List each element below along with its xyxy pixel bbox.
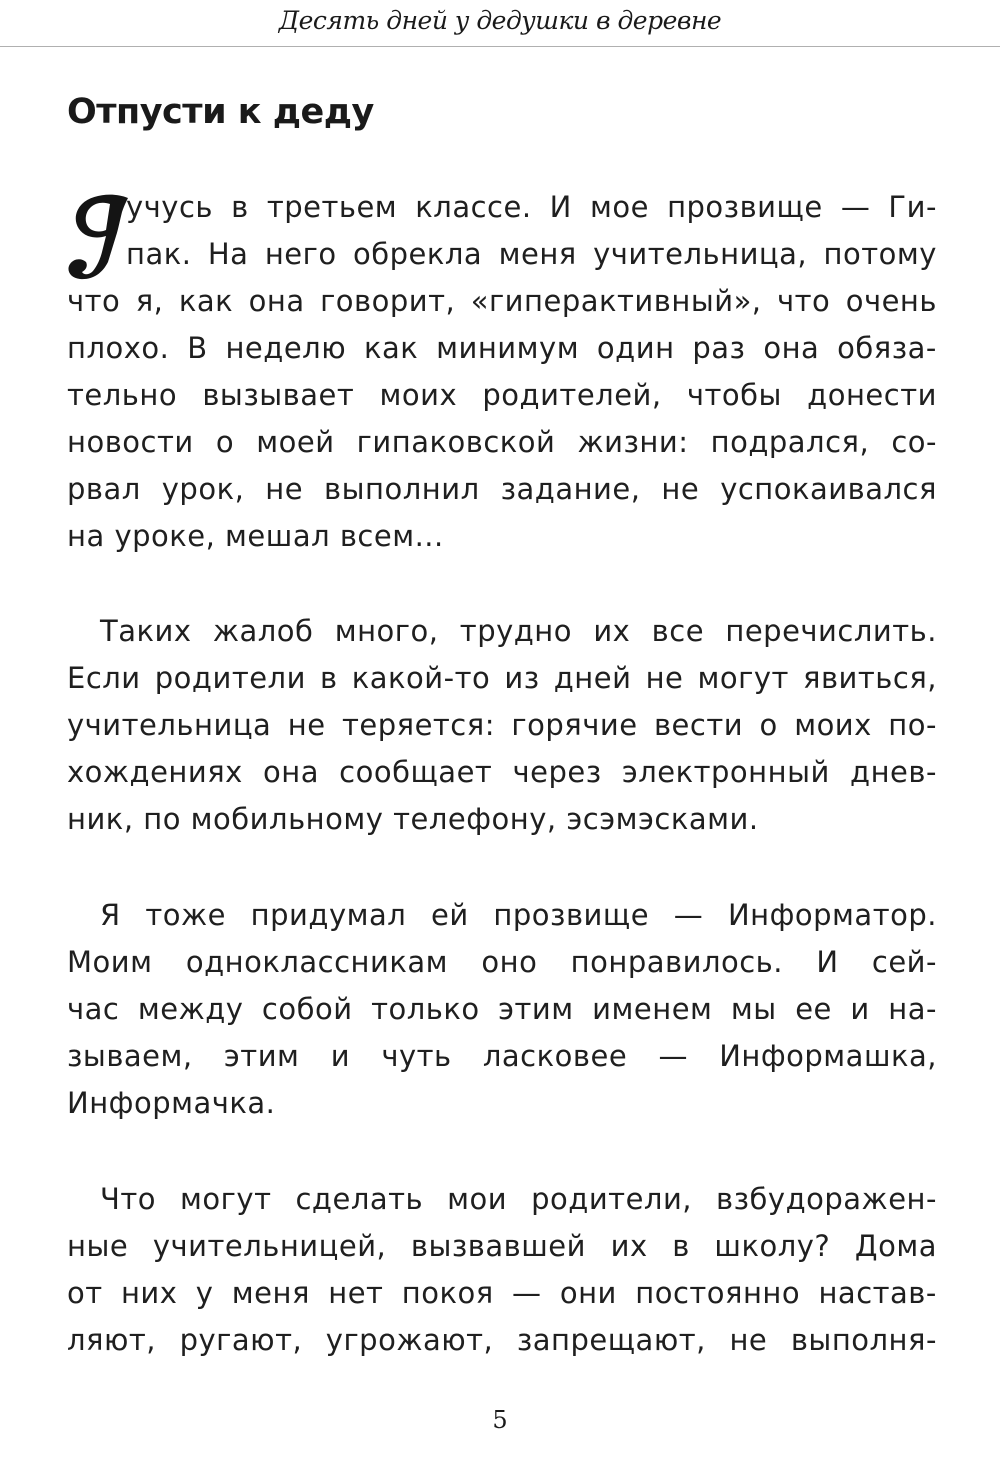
word: учительница, [593, 237, 808, 271]
word: вызвавшей [410, 1229, 586, 1263]
word: мы [730, 992, 777, 1026]
word: теряется: [341, 708, 495, 742]
word: между [137, 992, 244, 1026]
text-line [67, 892, 937, 939]
text-line [67, 939, 937, 986]
text-line [67, 1176, 937, 1223]
word: Моим [67, 945, 153, 979]
text-line [126, 231, 937, 278]
word: чуть [381, 1039, 452, 1073]
text-line [67, 608, 937, 655]
page-number: 5 [492, 1406, 508, 1434]
word: по- [888, 708, 937, 742]
word: моих [379, 378, 458, 412]
word: учусь [126, 190, 213, 224]
word: днев- [850, 755, 937, 789]
word: меня [498, 237, 577, 271]
word: родители [154, 661, 306, 695]
paragraph-3 [67, 892, 937, 1127]
word: говорит, [320, 284, 456, 318]
word: моей [256, 425, 335, 459]
word: мои [447, 1182, 508, 1216]
word: ласковее [482, 1039, 628, 1073]
text-line-last: Информачка. [67, 1086, 276, 1120]
word: новости [67, 425, 194, 459]
word: Дома [854, 1229, 937, 1263]
word: чтобы [686, 378, 782, 412]
word: сей- [871, 945, 937, 979]
word: выполнил [324, 472, 480, 506]
word: сообщает [339, 755, 493, 789]
word: Что [100, 1182, 157, 1216]
word: подрался, [710, 425, 870, 459]
word: зываем, [67, 1039, 193, 1073]
word: родителей, [482, 378, 662, 412]
word: Таких [100, 614, 192, 648]
word: нет [328, 1276, 384, 1310]
word: потому [823, 237, 937, 271]
word: жалоб [212, 614, 314, 648]
word: родители, [531, 1182, 693, 1216]
word: вызывает [202, 378, 355, 412]
text-line [67, 749, 937, 796]
word: их [610, 1229, 648, 1263]
word: запрещают, [516, 1323, 706, 1357]
chapter-title: Отпусти к деду [67, 92, 374, 132]
word: не [265, 472, 304, 506]
text-line [67, 1223, 937, 1270]
text-line [67, 702, 937, 749]
word: один [596, 331, 675, 365]
text-line-last: ник, по мобильному телефону, эсэмэсками. [67, 802, 759, 836]
word: меня [231, 1276, 310, 1310]
word: я, [135, 284, 164, 318]
word: одноклассникам [185, 945, 449, 979]
word: классе. [415, 190, 532, 224]
word: него [264, 237, 337, 271]
word: учительница [67, 708, 272, 742]
word: обяза- [837, 331, 937, 365]
word: Ги- [888, 190, 937, 224]
word: в [672, 1229, 690, 1263]
word: третьем [266, 190, 398, 224]
word: от [67, 1276, 103, 1310]
word: не [729, 1323, 768, 1357]
word: они [559, 1276, 617, 1310]
word: Информашка, [719, 1039, 937, 1073]
word: выполня- [790, 1323, 937, 1357]
word: очень [845, 284, 937, 318]
word: о [759, 708, 778, 742]
word: только [371, 992, 480, 1026]
word: ее [795, 992, 832, 1026]
word: неделю [225, 331, 347, 365]
word: у [195, 1276, 214, 1310]
word: На [207, 237, 249, 271]
word: взбудоражен- [716, 1182, 937, 1216]
word: — [673, 898, 704, 932]
word: ляют, [67, 1323, 157, 1357]
word: успокаивался [720, 472, 937, 506]
text-line [67, 1033, 937, 1080]
word: раз [692, 331, 746, 365]
word: — [512, 1276, 542, 1310]
word: тоже [145, 898, 226, 932]
word: могут [697, 661, 789, 695]
word: могут [180, 1182, 272, 1216]
word: ные [67, 1229, 129, 1263]
word: гипаковской [356, 425, 556, 459]
word: жизни: [577, 425, 689, 459]
word: собой [261, 992, 353, 1026]
word: донести [807, 378, 937, 412]
word: тельно [67, 378, 178, 412]
word: прозвище [493, 898, 650, 932]
word: какой-то [351, 661, 491, 695]
running-head: Десять дней у дедушки в деревне [278, 6, 722, 35]
word: постоянно [635, 1276, 801, 1310]
word: покоя [401, 1276, 494, 1310]
text-line-last: на уроке, мешал всем... [67, 519, 444, 553]
word: плохо. [67, 331, 170, 365]
word: понравилось. [570, 945, 783, 979]
word: прозвище [667, 190, 823, 224]
word: как [178, 284, 234, 318]
word: этим [498, 992, 574, 1026]
word: их [593, 614, 631, 648]
word: сделать [295, 1182, 424, 1216]
word: обрекла [353, 237, 483, 271]
word: угрожают, [325, 1323, 494, 1357]
word: «гиперактивный», [470, 284, 762, 318]
word: урок, [161, 472, 245, 506]
header-rule [0, 46, 1000, 47]
word: рвал [67, 472, 141, 506]
word: вести [653, 708, 744, 742]
word: в [231, 190, 249, 224]
word: — [840, 190, 871, 224]
word: этим [223, 1039, 300, 1073]
word: и [850, 992, 870, 1026]
word: именем [592, 992, 713, 1026]
text-line [67, 325, 937, 372]
word: оно [481, 945, 538, 979]
word: ругают, [179, 1323, 303, 1357]
word: минимум [436, 331, 580, 365]
word: хождениях [67, 755, 243, 789]
word: задание, [500, 472, 641, 506]
word: трудно [459, 614, 573, 648]
word: перечислить. [725, 614, 937, 648]
word: она [248, 284, 305, 318]
word: все [651, 614, 705, 648]
word: явиться, [803, 661, 937, 695]
word: ей [431, 898, 469, 932]
word: из [504, 661, 540, 695]
text-line [126, 184, 937, 231]
word: настав- [818, 1276, 937, 1310]
word: И [549, 190, 572, 224]
word: и [330, 1039, 351, 1073]
drop-cap-letter [62, 190, 132, 282]
word: час [67, 992, 120, 1026]
word: она [263, 755, 319, 789]
word: со- [891, 425, 937, 459]
word: учительницей, [152, 1229, 387, 1263]
word: что [67, 284, 121, 318]
word: школу? [714, 1229, 831, 1263]
word: В [187, 331, 208, 365]
word: через [512, 755, 602, 789]
word: придумал [250, 898, 407, 932]
paragraph-1-wrapped-lines [126, 184, 937, 278]
text-line [67, 1317, 937, 1364]
word: мое [589, 190, 649, 224]
word: в [320, 661, 338, 695]
word: пак. [126, 237, 192, 271]
word: моих [794, 708, 872, 742]
word: Информатор. [727, 898, 937, 932]
text-line [67, 466, 937, 513]
word: не [645, 661, 684, 695]
paragraph-4 [67, 1176, 937, 1364]
word: она [763, 331, 820, 365]
text-line [67, 655, 937, 702]
word: Я [100, 898, 121, 932]
word: — [658, 1039, 688, 1073]
word: много, [334, 614, 439, 648]
paragraph-1 [67, 278, 937, 560]
word: о [215, 425, 235, 459]
word: горячие [511, 708, 638, 742]
word: не [661, 472, 700, 506]
word: Если [67, 661, 141, 695]
text-line [67, 372, 937, 419]
word: что [776, 284, 831, 318]
text-line [67, 278, 937, 325]
word: И [816, 945, 839, 979]
text-line [67, 1270, 937, 1317]
word: электронный [621, 755, 830, 789]
word: дней [553, 661, 632, 695]
word: на- [888, 992, 937, 1026]
word: как [363, 331, 419, 365]
paragraph-2 [67, 608, 937, 843]
text-line [67, 419, 937, 466]
word: не [287, 708, 326, 742]
text-line [67, 986, 937, 1033]
word: них [120, 1276, 178, 1310]
